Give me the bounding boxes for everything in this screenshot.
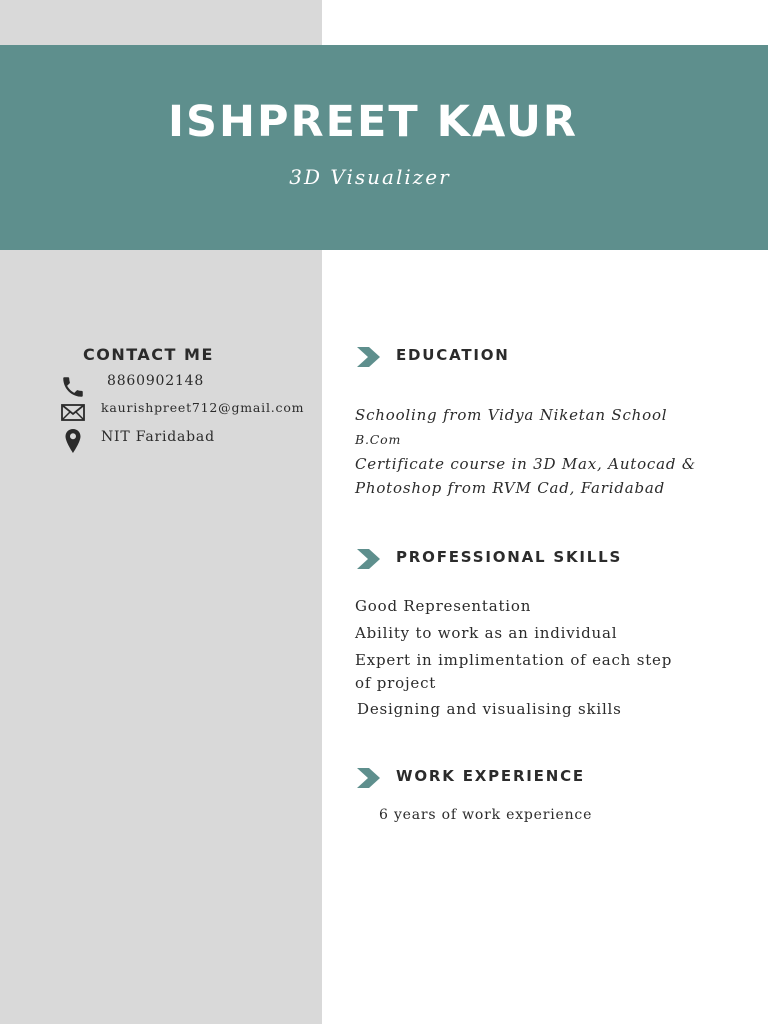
contact-heading: CONTACT ME xyxy=(83,345,214,364)
contact-phone: 8860902148 xyxy=(107,373,205,389)
chevron-right-icon xyxy=(356,346,382,368)
experience-heading: WORK EXPERIENCE xyxy=(396,767,585,785)
skill-line: of project xyxy=(355,674,437,692)
education-line: Certificate course in 3D Max, Autocad & xyxy=(355,455,696,473)
experience-line: 6 years of work experience xyxy=(379,807,593,823)
skill-line: Ability to work as an individual xyxy=(355,624,618,642)
contact-email[interactable]: kaurishpreet712@gmail.com xyxy=(101,400,305,415)
education-line: Photoshop from RVM Cad, Faridabad xyxy=(355,479,666,497)
education-heading: EDUCATION xyxy=(396,346,510,364)
education-line: Schooling from Vidya Niketan School xyxy=(355,406,668,424)
candidate-name: ISHPREET KAUR xyxy=(168,97,578,147)
skills-heading: PROFESSIONAL SKILLS xyxy=(396,548,623,566)
envelope-icon xyxy=(60,400,86,426)
header-banner xyxy=(0,45,768,250)
education-line: B.Com xyxy=(355,432,402,447)
location-pin-icon xyxy=(60,428,86,454)
skill-line: Designing and visualising skills xyxy=(357,700,622,718)
candidate-role: 3D Visualizer xyxy=(289,165,451,189)
phone-icon xyxy=(60,374,86,400)
chevron-right-icon xyxy=(356,767,382,789)
skill-line: Good Representation xyxy=(355,597,532,615)
skill-line: Expert in implimentation of each step xyxy=(355,651,673,669)
chevron-right-icon xyxy=(356,548,382,570)
contact-location: NIT Faridabad xyxy=(101,429,215,445)
